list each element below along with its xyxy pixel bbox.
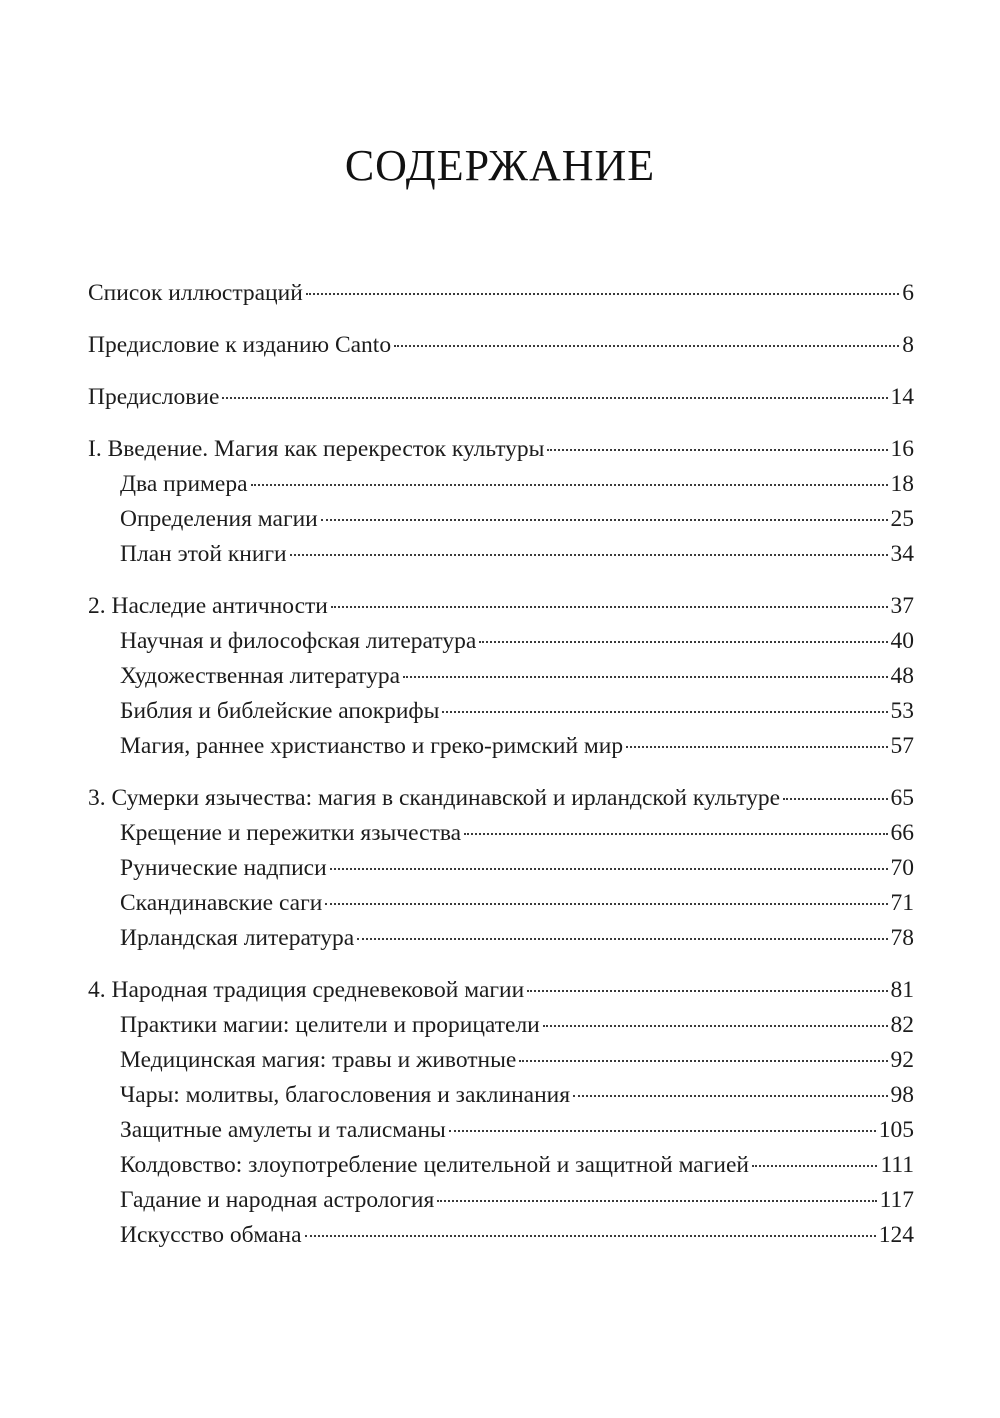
table-of-contents	[88, 276, 914, 1270]
toc-entry[interactable]	[88, 973, 914, 1008]
toc-page-number: 65	[890, 785, 914, 811]
dot-leader	[321, 519, 888, 521]
dot-leader	[325, 903, 887, 905]
toc-subentry[interactable]	[88, 1078, 914, 1113]
toc-subentry[interactable]	[88, 1043, 914, 1078]
dot-leader	[357, 938, 887, 940]
toc-subentry[interactable]	[88, 1218, 914, 1253]
toc-entry-label: План этой книги	[120, 541, 287, 567]
dot-leader	[306, 293, 899, 295]
dot-leader	[626, 746, 887, 748]
toc-entry[interactable]	[88, 328, 914, 363]
toc-page-number: 78	[890, 925, 914, 951]
toc-entry-label: 2. Наследие античности	[88, 593, 328, 619]
dot-leader	[752, 1165, 878, 1167]
toc-page-number: 70	[890, 855, 914, 881]
toc-entry-label: Библия и библейские апокрифы	[120, 698, 440, 724]
dot-leader	[394, 345, 899, 347]
toc-page-number: 53	[890, 698, 914, 724]
toc-page-number: 34	[890, 541, 914, 567]
toc-entry-label: Искусство обмана	[120, 1222, 302, 1248]
toc-subentry[interactable]	[88, 921, 914, 956]
toc-subentry[interactable]	[88, 1183, 914, 1218]
toc-page-number: 40	[890, 628, 914, 654]
toc-group	[88, 781, 914, 956]
toc-entry-label: Определения магии	[120, 506, 318, 532]
toc-entry-label: Научная и философская литература	[120, 628, 477, 654]
dot-leader	[331, 606, 888, 608]
toc-subentry[interactable]	[88, 729, 914, 764]
toc-page-number: 6	[902, 280, 914, 306]
dot-leader	[442, 711, 887, 713]
toc-subentry[interactable]	[88, 1113, 914, 1148]
toc-entry-label: Предисловие к изданию Canto	[88, 332, 392, 358]
toc-entry-label: Магия, раннее христианство и греко-римский мир	[120, 733, 624, 759]
toc-page-number: 111	[880, 1152, 914, 1178]
toc-entry[interactable]	[88, 432, 914, 467]
toc-page-number: 98	[890, 1082, 914, 1108]
toc-entry-label: Список иллюстраций	[88, 280, 303, 306]
toc-entry-label: Медицинская магия: травы и животные	[120, 1047, 517, 1073]
toc-group	[88, 276, 914, 311]
toc-entry-label: Ирландская литература	[120, 925, 355, 951]
toc-entry-label: Защитные амулеты и талисманы	[120, 1117, 446, 1143]
dot-leader	[527, 990, 887, 992]
toc-entry-label: Рунические надписи	[120, 855, 327, 881]
toc-entry-label: Два примера	[120, 471, 248, 497]
toc-group	[88, 432, 914, 572]
toc-entry-label: Скандинавские саги	[120, 890, 323, 916]
dot-leader	[330, 868, 888, 870]
toc-subentry[interactable]	[88, 1008, 914, 1043]
toc-subentry[interactable]	[88, 851, 914, 886]
toc-entry-label: Чары: молитвы, благословения и заклинания	[120, 1082, 571, 1108]
dot-leader	[449, 1130, 876, 1132]
dot-leader	[543, 1025, 888, 1027]
toc-entry[interactable]	[88, 781, 914, 816]
toc-page-number: 48	[890, 663, 914, 689]
dot-leader	[479, 641, 887, 643]
toc-page-number: 18	[890, 471, 914, 497]
dot-leader	[547, 449, 887, 451]
dot-leader	[305, 1235, 876, 1237]
toc-page-number: 117	[879, 1187, 914, 1213]
toc-subentry[interactable]	[88, 1148, 914, 1183]
toc-entry-label: 3. Сумерки язычества: магия в скандинавской и ирландской культуре	[88, 785, 781, 811]
toc-entry-label: Гадание и народная астрология	[120, 1187, 435, 1213]
toc-group	[88, 973, 914, 1253]
toc-page-number: 37	[890, 593, 914, 619]
toc-entry-label: 4. Народная традиция средневековой магии	[88, 977, 525, 1003]
toc-group	[88, 380, 914, 415]
toc-subentry[interactable]	[88, 537, 914, 572]
toc-subentry[interactable]	[88, 816, 914, 851]
toc-entry-label: Крещение и пережитки язычества	[120, 820, 462, 846]
toc-subentry[interactable]	[88, 624, 914, 659]
toc-group	[88, 328, 914, 363]
toc-entry-label: Предисловие	[88, 384, 220, 410]
toc-page-number: 71	[890, 890, 914, 916]
toc-entry[interactable]	[88, 589, 914, 624]
dot-leader	[464, 833, 887, 835]
toc-subentry[interactable]	[88, 694, 914, 729]
toc-page-number: 25	[890, 506, 914, 532]
toc-entry[interactable]	[88, 276, 914, 311]
dot-leader	[437, 1200, 876, 1202]
toc-page-number: 82	[890, 1012, 914, 1038]
toc-entry[interactable]	[88, 380, 914, 415]
dot-leader	[290, 554, 888, 556]
toc-group	[88, 589, 914, 764]
toc-page-number: 81	[890, 977, 914, 1003]
dot-leader	[519, 1060, 887, 1062]
toc-entry-label: Художественная литература	[120, 663, 401, 689]
toc-page-number: 16	[890, 436, 914, 462]
toc-subentry[interactable]	[88, 659, 914, 694]
toc-page-number: 105	[878, 1117, 914, 1143]
toc-page-number: 92	[890, 1047, 914, 1073]
dot-leader	[222, 397, 887, 399]
toc-page-number: 57	[890, 733, 914, 759]
toc-page-number: 66	[890, 820, 914, 846]
toc-entry-label: I. Введение. Магия как перекресток культуры	[88, 436, 545, 462]
toc-page-number: 124	[878, 1222, 914, 1248]
toc-subentry[interactable]	[88, 886, 914, 921]
toc-subentry[interactable]	[88, 502, 914, 537]
toc-entry-label: Практики магии: целители и прорицатели	[120, 1012, 540, 1038]
toc-entry-label: Колдовство: злоупотребление целительной и защитной магией	[120, 1152, 749, 1178]
toc-subentry[interactable]	[88, 467, 914, 502]
dot-leader	[783, 798, 887, 800]
toc-page-number: 14	[890, 384, 914, 410]
toc-page-number: 8	[902, 332, 914, 358]
page-title: СОДЕРЖАНИЕ	[344, 141, 656, 190]
dot-leader	[251, 484, 888, 486]
dot-leader	[403, 676, 887, 678]
dot-leader	[573, 1095, 887, 1097]
